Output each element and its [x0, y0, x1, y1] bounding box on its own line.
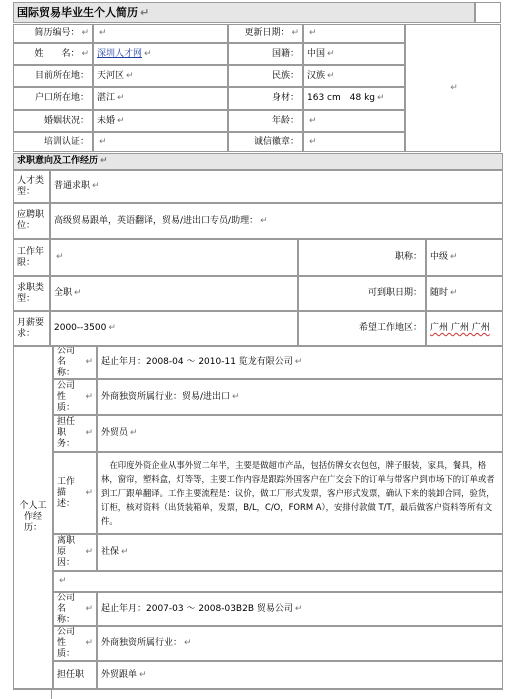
- job2-company-label: 公司名称： ↵: [53, 592, 97, 626]
- talent-type-label: 人才类型：: [13, 170, 50, 203]
- location-label: 目前所在地：: [13, 65, 93, 87]
- name-label: 姓 名： ↵: [13, 43, 93, 65]
- work-place-label: 希望工作地区：: [298, 311, 426, 346]
- years-value: ↵: [50, 239, 298, 276]
- job2-job-value: 外贸跟单 ↵: [97, 661, 503, 689]
- position-label: 应聘职位：: [13, 203, 50, 239]
- job2-nature-value: 外商独资所属行业： ↵: [97, 626, 503, 661]
- hukou-label: 户口所在地：: [13, 87, 93, 110]
- title-end-cell: [475, 2, 501, 23]
- available-label: 可到职日期：: [298, 276, 426, 311]
- job2-company-value: 起止年月：2007-03 ～ 2008-03B2B 贸易公司 ↵: [97, 592, 503, 626]
- intent-section-title: 求职意向及工作经历 ↵: [13, 153, 503, 170]
- position-value: 高级贸易跟单，英语翻译，贸易/进出口专员/助理： ↵: [50, 203, 503, 239]
- resume-no-value: ↵: [93, 24, 228, 43]
- height-label: 身材：: [228, 87, 303, 110]
- training-label: 培训认证：: [13, 132, 93, 152]
- height-value: 163 cm 48 kg ↵: [303, 87, 405, 110]
- ethnic-value: 汉族 ↵: [303, 65, 405, 87]
- job1-nature-value: 外商独资所属行业：贸易/进出口 ↵: [97, 379, 503, 415]
- photo-cell: ↵: [405, 24, 501, 152]
- ethnic-label: 民族：: [228, 65, 303, 87]
- job1-nature-label: 公司性质： ↵: [53, 379, 97, 415]
- hukou-value: 湛江 ↵: [93, 87, 228, 110]
- job1-company-label: 公司名称： ↵: [53, 346, 97, 379]
- page-title: 国际贸易毕业生个人简历 ↵: [13, 2, 475, 23]
- job-title-value: 中级 ↵: [426, 239, 503, 276]
- job-type-value: 全职 ↵: [50, 276, 298, 311]
- work-place-value: 广州 广州 广州: [426, 311, 503, 346]
- update-date-value: ↵: [303, 24, 405, 43]
- experience-section-label: 个人工作经历：: [13, 346, 53, 689]
- available-value: 随时 ↵: [426, 276, 503, 311]
- talent-type-value: 普通求职 ↵: [50, 170, 503, 203]
- age-label: 年龄：: [228, 110, 303, 132]
- job1-company-value: 起止年月：2008-04 ～ 2010-11 览龙有限公司 ↵: [97, 346, 503, 379]
- years-label: 工作年限：: [13, 239, 50, 276]
- age-value: ↵: [303, 110, 405, 132]
- marital-value: 未婚 ↵: [93, 110, 228, 132]
- nationality-value: 中国 ↵: [303, 43, 405, 65]
- salary-label: 月薪要求：: [13, 311, 50, 346]
- job2-nature-label: 公司性质： ↵: [53, 626, 97, 661]
- update-date-label: 更新日期： ↵: [228, 24, 303, 43]
- job1-reason-value: 社保 ↵: [97, 534, 503, 571]
- credit-value: ↵: [303, 132, 405, 152]
- job1-job-label: 担任职务： ↵: [53, 415, 97, 452]
- job1-desc-label: 工作描述： ↵: [53, 452, 97, 534]
- job1-desc-value: 在印度外资企业从事外贸二年半，主要是做超市产品，包括仿牌女衣包包，牌子服装，家具，餐具，格林，窗帘，塑料盒，灯等等，主要工作内容是跟踪外国客户在广交会下的订单与带客户到市场下的订单或者到工厂跟单翻译。工作主要流程是：议价，做工厂形式发票，客户形式发票，确认下来的装卸合同，验货，订柜，核对资料（出货装箱单，发票，B/L，C/O，FORM A），安排付款做 T/T，最后做客户资料等所有文件。: [97, 452, 503, 534]
- table-bottom-rule: [13, 689, 503, 690]
- page-margin-rule: [51, 690, 52, 699]
- name-value: 深圳人才网 ↵: [93, 43, 228, 65]
- job1-job-value: 外贸员 ↵: [97, 415, 503, 452]
- credit-label: 诚信徽章：: [228, 132, 303, 152]
- nationality-label: 国籍：: [228, 43, 303, 65]
- job-separator-row: ↵: [53, 571, 503, 592]
- job1-reason-label: 离职原因： ↵: [53, 534, 97, 571]
- resume-no-label: 简历编号： ↵: [13, 24, 93, 43]
- job2-job-label: 担任职: [53, 661, 97, 689]
- training-value: ↵: [93, 132, 228, 152]
- job-type-label: 求职类型：: [13, 276, 50, 311]
- location-value: 天河区 ↵: [93, 65, 228, 87]
- salary-value: 2000--3500 ↵: [50, 311, 298, 346]
- job-title-label: 职称：: [298, 239, 426, 276]
- marital-label: 婚姻状况：: [13, 110, 93, 132]
